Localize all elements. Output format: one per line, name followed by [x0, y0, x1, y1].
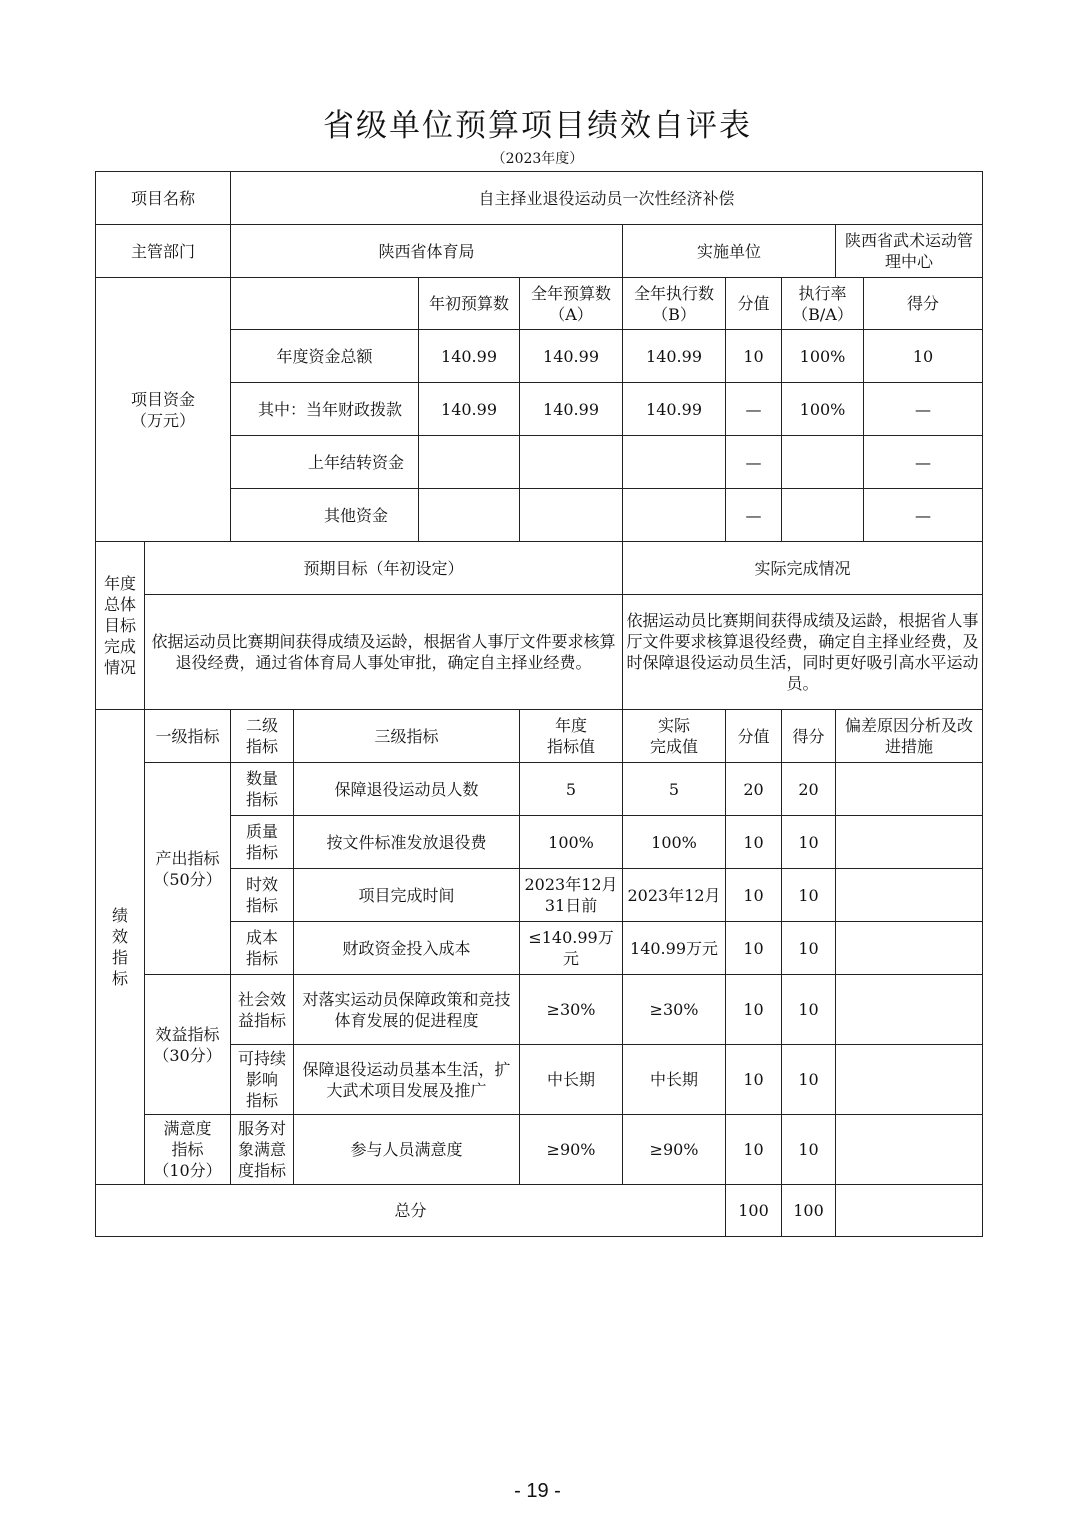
ind-target: 2023年12月 31日前: [520, 869, 623, 922]
funds-row-rate: [782, 436, 864, 489]
funds-row-executed: 140.99: [623, 330, 726, 383]
funds-row-full-budget: 140.99: [520, 330, 623, 383]
funds-row-initial: [419, 436, 520, 489]
funds-row-label: 其中：当年财政拨款: [231, 383, 419, 436]
total-label: 总分: [96, 1185, 726, 1237]
ind-level3: 财政资金投入成本: [294, 922, 520, 975]
ind-group-benefit: [145, 975, 231, 1115]
funds-section-label: [96, 278, 231, 542]
impl-unit-label: 实施单位: [623, 225, 836, 278]
ind-header-level1: 一级指标: [145, 710, 231, 763]
total-score-value: 100: [726, 1185, 782, 1237]
ind-level2: 服务对 象满意 度指标: [231, 1115, 294, 1185]
indicators-section-label: [96, 710, 145, 1185]
ind-header-score: 得分: [782, 710, 836, 763]
indicator-row: [96, 1115, 983, 1185]
ind-score-value: 10: [726, 1045, 782, 1115]
ind-actual: 5: [623, 763, 726, 816]
ind-target: ≤140.99万 元: [520, 922, 623, 975]
ind-actual: 2023年12月: [623, 869, 726, 922]
ind-deviation: [836, 1045, 983, 1115]
ind-level2: 时效 指标: [231, 869, 294, 922]
funds-row-full-budget: 140.99: [520, 383, 623, 436]
ind-actual: 中长期: [623, 1045, 726, 1115]
ind-header-actual: 实际 完成值: [623, 710, 726, 763]
ind-level2: 数量 指标: [231, 763, 294, 816]
ind-score-value: 10: [726, 816, 782, 869]
project-name-value: 自主择业退役运动员一次性经济补偿: [231, 172, 983, 225]
goals-actual-text: 依据运动员比赛期间获得成绩及运龄，根据省人事厅文件要求核算退役经费，确定自主择业经费，及时保障退役运动员生活，同时更好吸引高水平运动员。: [623, 595, 983, 710]
funds-row-label: 上年结转资金: [231, 436, 419, 489]
goals-expected-header: 预期目标（年初设定）: [145, 542, 623, 595]
ind-group-output-text: 产出指标 （50分）: [153, 848, 222, 889]
ind-actual: ≥30%: [623, 975, 726, 1045]
funds-row-score: 10: [864, 330, 983, 383]
ind-group-satisfaction: [145, 1115, 231, 1185]
ind-header-target: 年度 指标值: [520, 710, 623, 763]
ind-actual: 100%: [623, 816, 726, 869]
funds-row-executed: 140.99: [623, 383, 726, 436]
funds-row-score-value: —: [726, 489, 782, 542]
ind-level2: 质量 指标: [231, 816, 294, 869]
dept-label: 主管部门: [96, 225, 231, 278]
indicators-section-label-text: 绩 效 指 标: [111, 906, 128, 988]
impl-unit-value: 陕西省武术运动管理中心: [836, 225, 983, 278]
funds-row-score: —: [864, 383, 983, 436]
ind-level3: 按文件标准发放退役费: [294, 816, 520, 869]
self-evaluation-table: [95, 171, 983, 1237]
ind-deviation: [836, 1115, 983, 1185]
funds-header-score: 得分: [864, 278, 983, 330]
funds-row-score: —: [864, 436, 983, 489]
ind-level3: 项目完成时间: [294, 869, 520, 922]
funds-row-full-budget: [520, 436, 623, 489]
ind-header-deviation: 偏差原因分析及改 进措施: [836, 710, 983, 763]
ind-level3: 参与人员满意度: [294, 1115, 520, 1185]
ind-deviation: [836, 975, 983, 1045]
funds-row-rate: 100%: [782, 330, 864, 383]
funds-header-executed: 全年执行数 （B）: [623, 278, 726, 330]
dept-value: 陕西省体育局: [231, 225, 623, 278]
ind-score: 10: [782, 922, 836, 975]
total-score: 100: [782, 1185, 836, 1237]
ind-deviation: [836, 922, 983, 975]
page-title: 省级单位预算项目绩效自评表: [323, 108, 752, 144]
goals-expected-text: 依据运动员比赛期间获得成绩及运龄，根据省人事厅文件要求核算退役经费，通过省体育局人事处审批，确定自主择业经费。: [145, 595, 623, 710]
ind-deviation: [836, 763, 983, 816]
funds-row-initial: 140.99: [419, 383, 520, 436]
ind-header-score-value: 分值: [726, 710, 782, 763]
ind-group-satisfaction-text: 满意度 指标 （10分）: [153, 1119, 222, 1180]
ind-score-value: 10: [726, 922, 782, 975]
ind-score: 10: [782, 816, 836, 869]
funds-row-score-value: —: [726, 383, 782, 436]
ind-group-output: [145, 763, 231, 975]
ind-level3: 保障退役运动员基本生活，扩大武术项目发展及推广: [294, 1045, 520, 1115]
ind-score: 10: [782, 1115, 836, 1185]
project-name-label: 项目名称: [96, 172, 231, 225]
ind-score-value: 10: [726, 975, 782, 1045]
ind-group-benefit-text: 效益指标 （30分）: [153, 1024, 222, 1065]
funds-row-initial: 140.99: [419, 330, 520, 383]
ind-target: 中长期: [520, 1045, 623, 1115]
goals-actual-header: 实际完成情况: [623, 542, 983, 595]
funds-row-rate: [782, 489, 864, 542]
indicator-row: [96, 975, 983, 1045]
ind-header-level3: 三级指标: [294, 710, 520, 763]
funds-row-label: 其他资金: [231, 489, 419, 542]
ind-target: 100%: [520, 816, 623, 869]
total-deviation: [836, 1185, 983, 1237]
ind-level3: 对落实运动员保障政策和竞技体育发展的促进程度: [294, 975, 520, 1045]
ind-score: 20: [782, 763, 836, 816]
funds-header-initial: 年初预算数: [419, 278, 520, 330]
funds-row-score: —: [864, 489, 983, 542]
page-subtitle: （2023年度）: [491, 151, 584, 167]
funds-header-score-value: 分值: [726, 278, 782, 330]
ind-actual: ≥90%: [623, 1115, 726, 1185]
funds-row-rate: 100%: [782, 383, 864, 436]
ind-deviation: [836, 869, 983, 922]
page-number: - 19 -: [514, 1480, 561, 1502]
indicator-row: [96, 763, 983, 816]
goals-section-label-text: 年度 总体 目标 完成 情况: [103, 574, 136, 677]
funds-header-blank: [231, 278, 419, 330]
ind-score-value: 10: [726, 869, 782, 922]
ind-score: 10: [782, 975, 836, 1045]
funds-row-initial: [419, 489, 520, 542]
ind-level2: 社会效 益指标: [231, 975, 294, 1045]
funds-row-executed: [623, 489, 726, 542]
ind-score: 10: [782, 869, 836, 922]
funds-row-full-budget: [520, 489, 623, 542]
funds-section-label-text: 项目资金 （万元）: [131, 389, 196, 430]
funds-row-label: 年度资金总额: [231, 330, 419, 383]
funds-header-full-budget: 全年预算数 （A）: [520, 278, 623, 330]
ind-target: ≥30%: [520, 975, 623, 1045]
ind-level2: 成本 指标: [231, 922, 294, 975]
funds-row-score-value: —: [726, 436, 782, 489]
ind-deviation: [836, 816, 983, 869]
ind-header-level2: 二级 指标: [231, 710, 294, 763]
funds-row-executed: [623, 436, 726, 489]
ind-actual: 140.99万元: [623, 922, 726, 975]
ind-target: ≥90%: [520, 1115, 623, 1185]
ind-level3: 保障退役运动员人数: [294, 763, 520, 816]
ind-score-value: 20: [726, 763, 782, 816]
ind-score: 10: [782, 1045, 836, 1115]
ind-level2: 可持续 影响 指标: [231, 1045, 294, 1115]
total-row: [96, 1185, 983, 1237]
funds-row-score-value: 10: [726, 330, 782, 383]
goals-section-label: [96, 542, 145, 710]
ind-score-value: 10: [726, 1115, 782, 1185]
ind-target: 5: [520, 763, 623, 816]
funds-header-rate: 执行率 （B/A）: [782, 278, 864, 330]
